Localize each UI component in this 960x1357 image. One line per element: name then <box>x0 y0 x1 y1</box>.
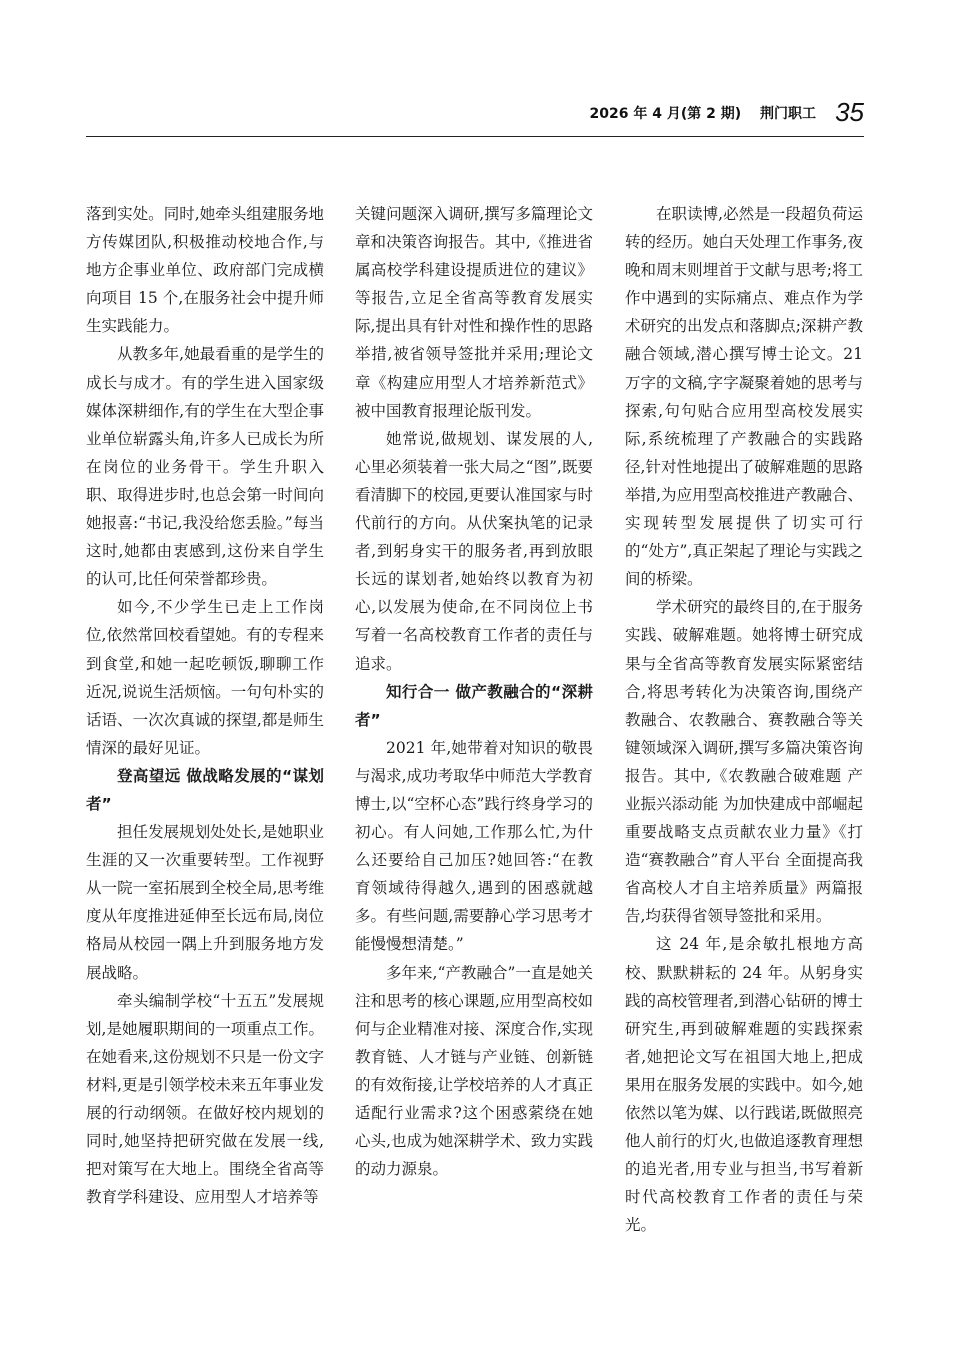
article-column-1 <box>86 200 324 1211</box>
paragraph: 落到实处。同时,她牵头组建服务地方传媒团队,积极推动校地合作,与地方企事业单位、政府部门完成横向项目 15 个,在服务社会中提升师生实践能力。 <box>86 205 324 336</box>
page-number: 35 <box>835 97 864 127</box>
paragraph: 在职读博,必然是一段超负荷运转的经历。她白天处理工作事务,夜晚和周末则埋首于文献与思考;将工作中遇到的实际痛点、难点作为学术研究的出发点和落脚点;深耕产教融合领域,潜心撰写博士论文。21 万字的文稿,字字凝聚着她的思考与探索,句句贴合应用型高校发展实际,系统梳理了产教融合的实践路径,针对性地提出了破解难题的思路举措,为应用型高校推进产教融合、实现转型发展提供了切实可行的“处方”,真正架起了理论与实践之间的桥梁。 <box>625 205 863 589</box>
journal-name: 荆门职工 <box>760 106 816 122</box>
section-heading: 知行合一 做产教融合的“深耕者” <box>355 682 593 729</box>
article-column-3 <box>625 200 863 1239</box>
paragraph: 这 24 年,是余敏扎根地方高校、默默耕耘的 24 年。从躬身实践的高校管理者,到潜心钻研的博士研究生,再到破解难题的实践探索者,她把论文写在祖国大地上,把成果用在服务发展的实践中。如今,她依然以笔为媒、以行践诺,既做照亮他人前行的灯火,也做追逐教育理想的追光者,用专业与担当,书写着新时代高校教育工作者的责任与荣光。 <box>625 935 863 1235</box>
paragraph: 牵头编制学校“十五五”发展规划,是她履职期间的一项重点工作。在她看来,这份规划不只是一份文字材料,更是引领学校未来五年事业发展的行动纲领。在做好校内规划的同时,她坚持把研究做在发展一线,把对策写在大地上。围绕全省高等教育学科建设、应用型人才培养等 <box>86 991 324 1207</box>
paragraph: 她常说,做规划、谋发展的人,心里必须装着一张大局之“图”,既要看清脚下的校园,更要认准国家与时代前行的方向。从伏案执笔的记录者,到躬身实干的服务者,再到放眼长远的谋划者,她始终以教育为初心,以发展为使命,在不同岗位上书写着一名高校教育工作者的责任与追求。 <box>355 429 593 673</box>
page-header <box>86 92 864 137</box>
article-column-2 <box>355 200 593 1183</box>
paragraph: 担任发展规划处处长,是她职业生涯的又一次重要转型。工作视野从一院一室拓展到全校全局,思考维度从年度推进延伸至长远布局,岗位格局从校园一隅上升到服务地方发展战略。 <box>86 823 324 982</box>
paragraph: 多年来,“产教融合”一直是她关注和思考的核心课题,应用型高校如何与企业精准对接、深度合作,实现教育链、人才链与产业链、创新链的有效衔接,让学校培养的人才真正适配行业需求?这个困惑萦绕在她心头,也成为她深耕学术、致力实践的动力源泉。 <box>355 963 593 1179</box>
section-heading: 登高望远 做战略发展的“谋划者” <box>86 766 324 813</box>
paragraph: 2021 年,她带着对知识的敬畏与渴求,成功考取华中师范大学教育博士,以“空杯心态”践行终身学习的初心。有人问她,工作那么忙,为什么还要给自己加压?她回答:“在教育领域待得越久,遇到的困惑就越多。有些问题,需要静心学习思考才能慢慢想清楚。” <box>355 738 593 954</box>
paragraph: 如今,不少学生已走上工作岗位,依然常回校看望她。有的专程来到食堂,和她一起吃顿饭,聊聊工作近况,说说生活烦恼。一句句朴实的话语、一次次真诚的探望,都是师生情深的最好见证。 <box>86 598 324 757</box>
paragraph: 学术研究的最终目的,在于服务实践、破解难题。她将博士研究成果与全省高等教育发展实际紧密结合,将思考转化为决策咨询,围绕产教融合、农教融合、赛教融合等关键领域深入调研,撰写多篇决策咨询报告。其中,《农教融合破难题 产业振兴添动能 为加快建成中部崛起重要战略支点贡献农业力量》《打造“赛教融合”育人平台 全面提高我省高校人才自主培养质量》两篇报告,均获得省领导签批和采用。 <box>625 598 863 926</box>
paragraph: 从教多年,她最看重的是学生的成长与成才。有的学生进入国家级媒体深耕细作,有的学生在大型企事业单位崭露头角,许多人已成长为所在岗位的业务骨干。学生升职入职、取得进步时,也总会第一时间向她报喜:“书记,我没给您丢脸。”每当这时,她都由衷感到,这份来自学生的认可,比任何荣誉都珍贵。 <box>86 345 324 589</box>
paragraph: 关键问题深入调研,撰写多篇理论文章和决策咨询报告。其中,《推进省属高校学科建设提质进位的建议》等报告,立足全省高等教育发展实际,提出具有针对性和操作性的思路举措,被省领导签批并采用;理论文章《构建应用型人才培养新范式》被中国教育报理论版刊发。 <box>355 205 593 420</box>
header-info <box>576 103 817 123</box>
issue-date: 2026 年 4 月(第 2 期) <box>589 106 742 122</box>
